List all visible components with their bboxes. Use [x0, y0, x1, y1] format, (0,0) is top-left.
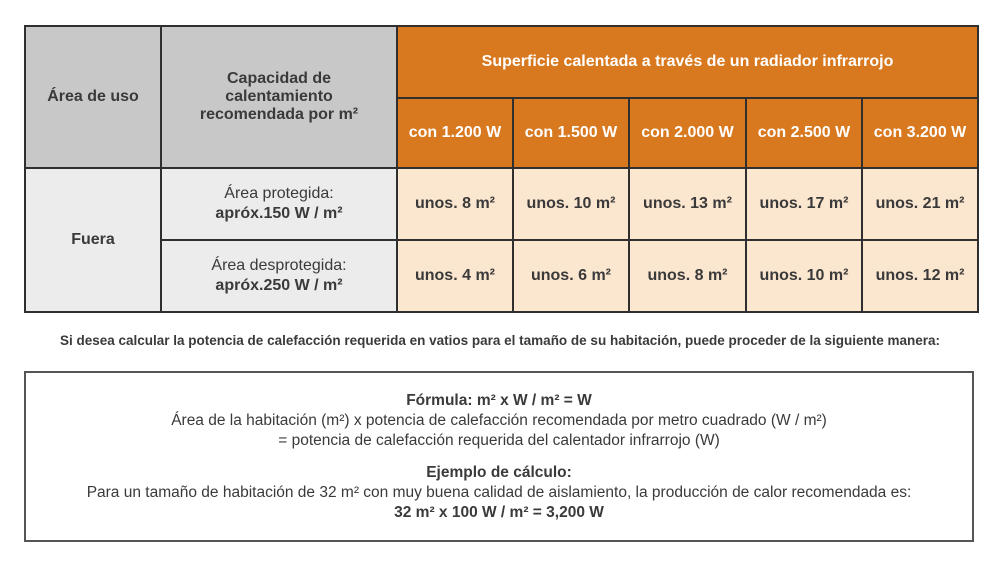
- capacity-label: Área desprotegida:: [211, 257, 347, 274]
- formula-box: [24, 371, 974, 542]
- heating-capacity-table: [24, 25, 979, 313]
- capacity-label: Área protegida:: [224, 185, 334, 202]
- table-row: [25, 168, 978, 240]
- header-power-1200: con 1.200 W: [397, 98, 513, 168]
- header-power-2000: con 2.000 W: [629, 98, 746, 168]
- example-line: Para un tamaño de habitación de 32 m² con muy buena calidad de aislamiento, la producción de calor recomendada es:: [86, 484, 912, 501]
- header-power-2500: con 2.500 W: [746, 98, 862, 168]
- capacity-value: apróx.250 W / m²: [215, 277, 343, 294]
- table-cell: unos. 12 m²: [862, 240, 978, 312]
- spacer: [26, 451, 972, 463]
- example-result: 32 m² x 100 W / m² = 3,200 W: [394, 504, 604, 521]
- table-cell: unos. 6 m²: [513, 240, 629, 312]
- header-capacity: Capacidad de calentamiento recomendada por m²: [161, 26, 397, 168]
- header-power-1500: con 1.500 W: [513, 98, 629, 168]
- example-title: Ejemplo de cálculo:: [426, 464, 572, 481]
- group-label: Fuera: [25, 168, 161, 312]
- capacity-cell: [161, 240, 397, 312]
- table-cell: unos. 4 m²: [397, 240, 513, 312]
- table-cell: unos. 10 m²: [513, 168, 629, 240]
- table-row: [25, 240, 978, 312]
- formula-line-1: Área de la habitación (m²) x potencia de calefacción recomendada por metro cuadrado (W / m²): [171, 412, 827, 429]
- table-cell: unos. 8 m²: [397, 168, 513, 240]
- capacity-value: apróx.150 W / m²: [215, 205, 343, 222]
- table-cell: unos. 13 m²: [629, 168, 746, 240]
- header-surface: Superficie calentada a través de un radiador infrarrojo: [397, 26, 978, 98]
- table-cell: unos. 10 m²: [746, 240, 862, 312]
- formula-title: Fórmula: m² x W / m² = W: [406, 392, 592, 409]
- header-area: Área de uso: [25, 26, 161, 168]
- table-cell: unos. 8 m²: [629, 240, 746, 312]
- header-power-3200: con 3.200 W: [862, 98, 978, 168]
- table-cell: unos. 17 m²: [746, 168, 862, 240]
- capacity-cell: [161, 168, 397, 240]
- table-cell: unos. 21 m²: [862, 168, 978, 240]
- formula-line-2: = potencia de calefacción requerida del calentador infrarrojo (W): [278, 432, 720, 449]
- instruction-note: Si desea calcular la potencia de calefacción requerida en vatios para el tamaño de su habitación, puede proceder de la siguiente manera:: [59, 333, 941, 348]
